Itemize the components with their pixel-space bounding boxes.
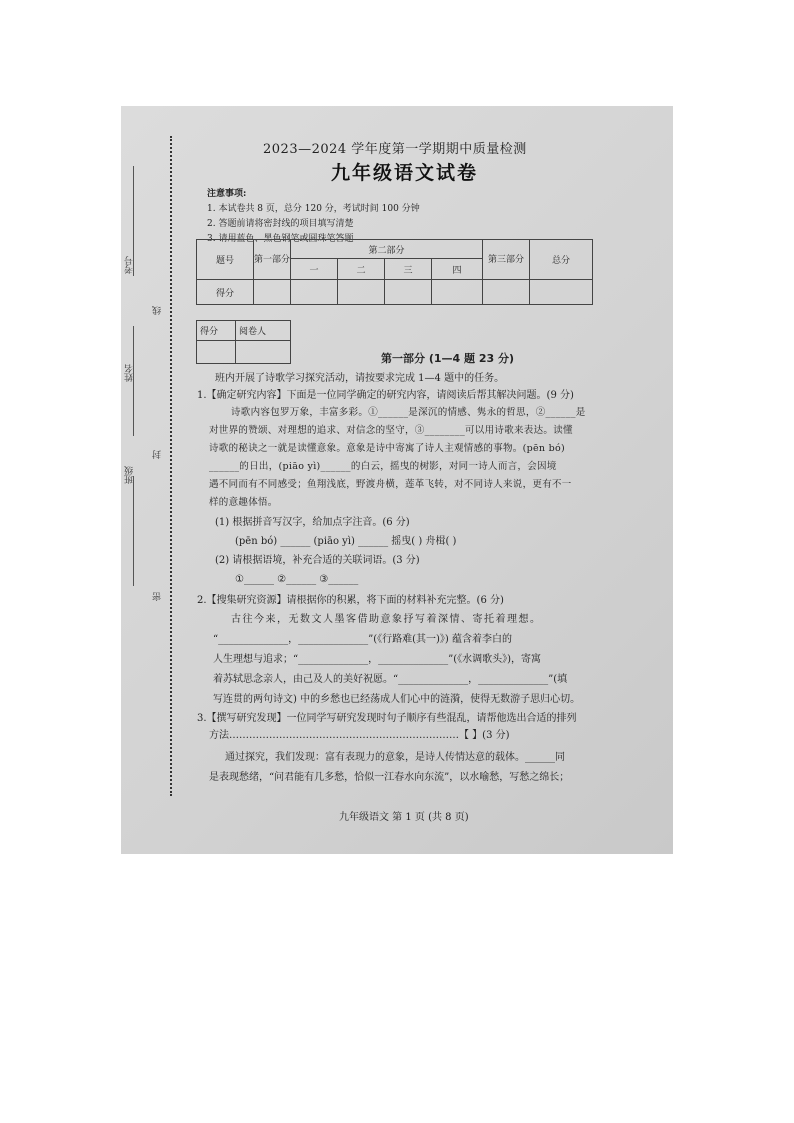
q3-line: 是表现愁绪，“问君能有几多愁，恰似一江春水向东流”，以水喻愁，写愁之绵长；	[209, 772, 570, 783]
part-one-intro: 班内开展了诗歌学习探究活动，请按要求完成 1—4 题中的任务。	[215, 373, 505, 384]
class-label: 班级	[125, 466, 135, 484]
col-part2-sub: 二	[338, 259, 385, 280]
col-part1: 第一部分	[254, 240, 291, 280]
score-table	[196, 239, 593, 305]
q1-sub1: (1) 根据拼音写汉字，给加点字注音。(6 分)	[215, 517, 410, 528]
score-cell	[291, 280, 338, 305]
score-cell	[385, 280, 432, 305]
seal-mark-xian: 线	[153, 306, 163, 315]
class-blank	[133, 476, 134, 586]
grader-table	[196, 320, 291, 364]
seal-mark-feng: 封	[153, 450, 163, 459]
seal-mark-mi: 密	[153, 592, 163, 601]
score-cell	[530, 280, 593, 305]
q1-line: 诗歌的秘诀之一就是读懂意象。意象是诗中寄寓了诗人主观情感的事物。(pēn bó)	[209, 443, 566, 454]
q3-stem: 3.【撰写研究发现】一位同学写研究发现时句子顺序有些混乱，请帮他选出合适的排列	[197, 713, 577, 724]
q2-line: 人生理想与追求；“______________，______________”(《水调歌头》)，寄寓	[213, 654, 542, 665]
q3-stem2: 方法……………………………………………………………【 】(3 分)	[209, 730, 510, 741]
notice-item: 3. 请用蓝色、黑色钢笔或圆珠笔答题	[207, 234, 354, 244]
q1-stem: 1.【确定研究内容】下面是一位同学确定的研究内容，请阅读后帮其解决问题。(9 分)	[197, 390, 574, 401]
q1-line: 遇不同而有不同感受；鱼翔浅底，野渡舟横，莲革飞转，对不同诗人来说，更有不一	[209, 479, 572, 490]
q1-line: 对世界的赞颂、对理想的追求、对信念的坚守，③________可以用诗歌来表达。读懂	[209, 425, 573, 436]
notice-item: 1. 本试卷共 8 页，总分 120 分，考试时间 100 分钟	[207, 204, 420, 214]
q1-line: 诗歌内容包罗万象，丰富多彩。①______是深沉的情感、隽永的哲思，②______是	[231, 407, 586, 418]
score-cell	[338, 280, 385, 305]
col-part2-sub: 三	[385, 259, 432, 280]
col-part3: 第三部分	[483, 240, 530, 280]
score-cell	[254, 280, 291, 305]
row-title-label: 题号	[197, 240, 254, 280]
q1-sub2-items: ①______ ②______ ③______	[235, 574, 359, 585]
q2-stem: 2.【搜集研究资源】请根据你的积累，将下面的材料补充完整。(6 分)	[197, 595, 504, 606]
q1-sub2: (2) 请根据语境，补充合适的关联词语。(3 分)	[215, 555, 420, 566]
notice-title: 注意事项:	[207, 189, 247, 199]
col-part2-sub: 一	[291, 259, 338, 280]
q2-line: 写连贯的两句诗文) 中的乡愁也已经荡成人们心中的涟漪，使得无数游子思归心切。	[213, 694, 581, 705]
grader-score-label: 得分	[197, 321, 236, 341]
exam-title: 九年级语文试卷	[331, 162, 479, 184]
col-part2: 第二部分	[291, 240, 483, 259]
q2-line: “______________，______________”(《行路难(其一)》) 蕴含着李白的	[213, 634, 513, 645]
notice-item: 2. 答题前请将密封线的项目填写清楚	[207, 219, 354, 229]
q1-line: ______的日出，(piāo yì)______的白云，摇曳的树影，对同一诗人而言，会因境	[209, 461, 557, 472]
score-cell	[432, 280, 483, 305]
grader-name-label: 阅卷人	[236, 321, 291, 341]
grader-score-cell	[197, 341, 236, 364]
page-footer: 九年级语文 第 1 页 (共 8 页)	[339, 812, 469, 823]
q2-line: 古往今来，无数文人墨客借助意象抒写着深情、寄托着理想。	[231, 614, 542, 625]
name-label: 姓名	[125, 364, 135, 382]
row-score-label: 得分	[197, 280, 254, 305]
q1-line: 样的意趣体悟。	[209, 497, 278, 508]
q2-line: 着苏轼思念亲人，由己及人的美好祝愿。“______________，______________”(填	[213, 674, 568, 685]
part-one-title: 第一部分 (1—4 题 23 分)	[381, 352, 514, 365]
score-cell	[483, 280, 530, 305]
exam-paper-photo	[121, 106, 673, 854]
exam-no-label: 考号	[125, 256, 135, 274]
col-total: 总分	[530, 240, 593, 280]
school-year-heading: 2023—2024 学年度第一学期期中质量检测	[263, 142, 527, 157]
seal-line	[170, 136, 172, 796]
col-part2-sub: 四	[432, 259, 483, 280]
q1-sub1-items: (pēn bó) ______ (piāo yì) ______ 摇曳( ) 舟楫( )	[235, 536, 457, 547]
q3-line: 通过探究，我们发现：富有表现力的意象，是诗人传情达意的载体。______同	[225, 752, 565, 763]
grader-name-cell	[236, 341, 291, 364]
